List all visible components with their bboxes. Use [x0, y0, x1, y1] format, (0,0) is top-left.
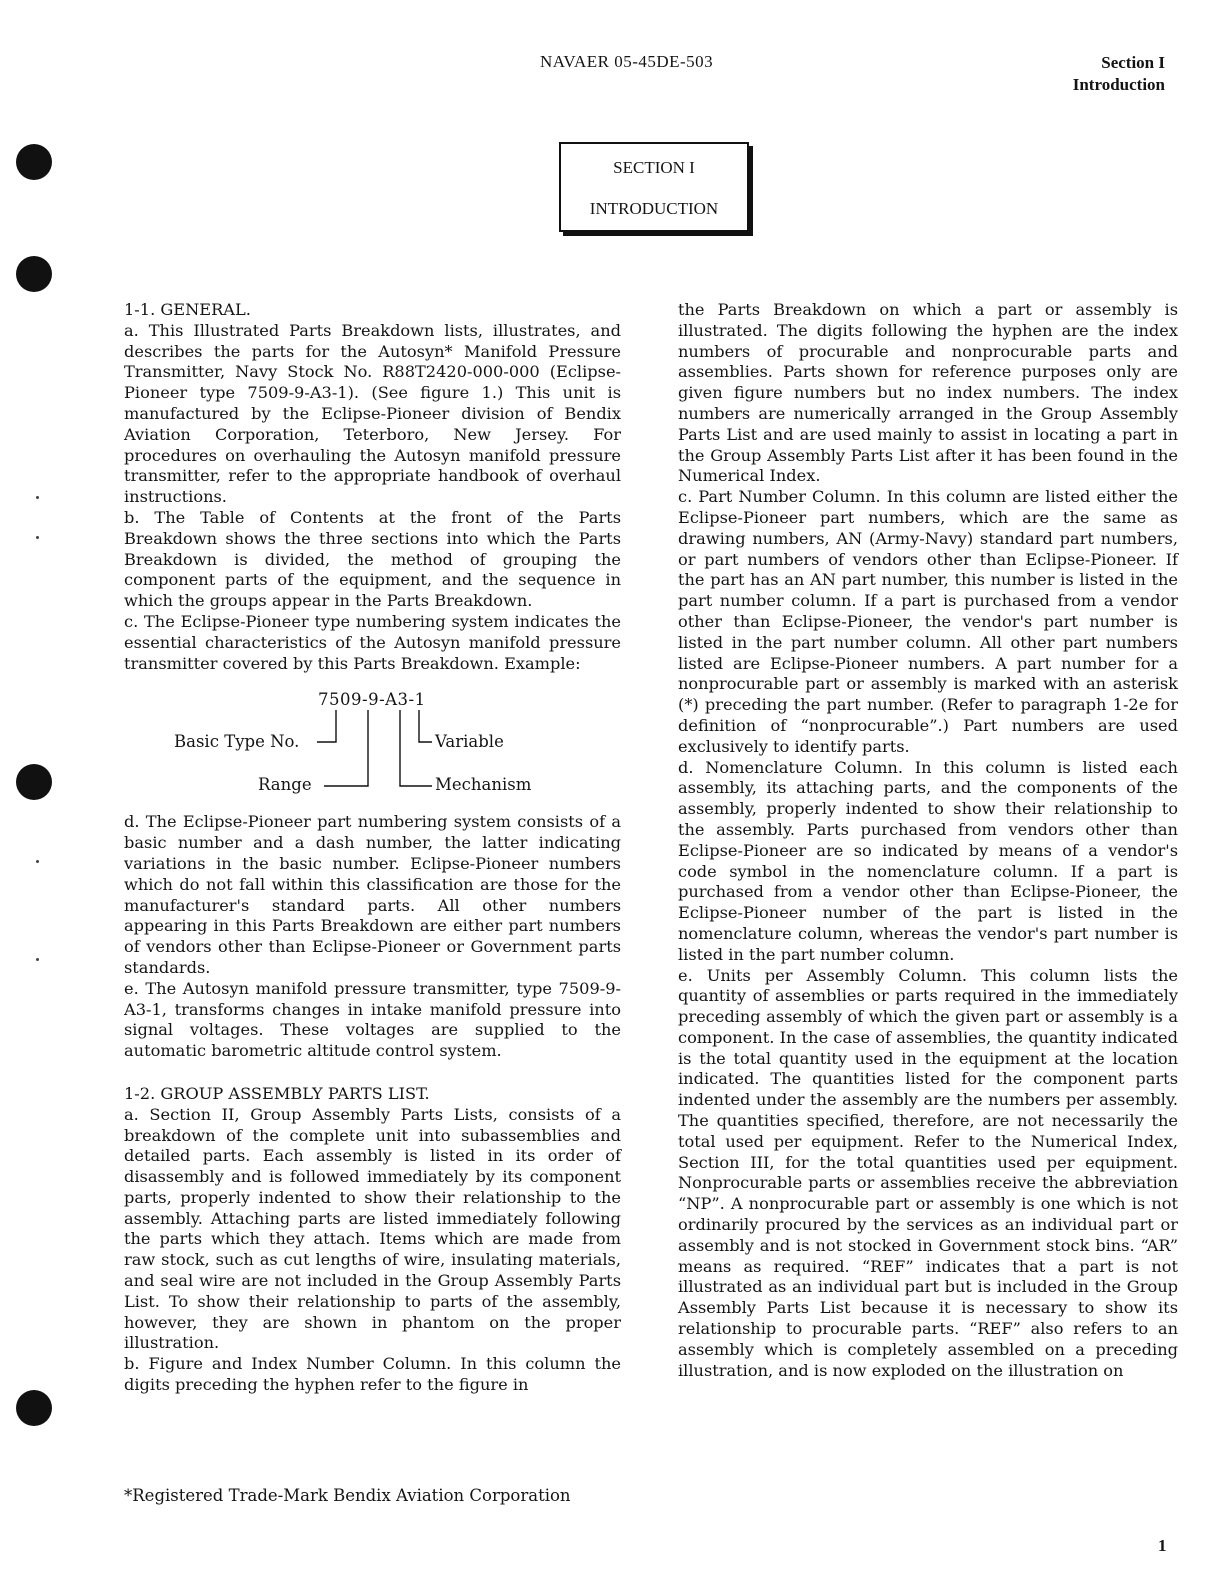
- paragraph-1-2e: e. Units per Assembly Column. This column lists the quantity of assemblies or parts required in the immediately preceding assembly of which the given part or assembly is a component. In the case of assemblies, the quantity indicated is the total quantity used in the equipment at the location indicated. The quantities listed for the component parts indented under the assembly are the numbers per assembly. The quantities specified, therefore, are not necessarily the total used per equipment. Refer to the Numerical Index, Section III, for the total quantities used per equipment. Nonprocurable parts or assemblies receive the abbreviation “NP”. A nonprocurable part or assembly is one which is not ordinarily procured by the services as an individual part or assembly and is not stocked in Government stock bins. “AR” means as required. “REF” indicates that a part is not illustrated as an individual part but is included in the Group Assembly Parts List because it is necessary to show its relationship to procurable parts. “REF” also refers to an assembly which is completely assembled on a preceding illustration, and is now exploded on the illustration on: [678, 965, 1178, 1380]
- paragraph-1-1e: e. The Autosyn manifold pressure transmitter, type 7509-9-A3-1, transforms changes in intake manifold pressure into signal voltages. These voltages are supplied to the automatic barometric altitude control system.: [124, 978, 621, 1061]
- paragraph-1-2a: a. Section II, Group Assembly Parts Lists, consists of a breakdown of the complete unit into subassemblies and detailed parts. Each assembly is listed in its order of disassembly and is followed immediately by its component parts, properly indented to show their relationship to the assembly. Attaching parts are listed immediately following the parts which they attach. Items which are made from raw stock, such as cut lengths of wire, insulating materials, and seal wire are not included in the Group Assembly Parts List. To show their relationship to parts of the assembly, however, they are shown in phantom on the proper illustration.: [124, 1104, 621, 1353]
- paragraph-1-2d: d. Nomenclature Column. In this column is listed each assembly, its attaching parts, and the components of the assembly, properly indented to show their relationship to the assembly. Parts purchased from vendors other than Eclipse-Pioneer are so indicated by means of a vendor's code symbol in the nomenclature column. If a part is purchased from a vendor other than Eclipse-Pioneer, the Eclipse-Pioneer number of the part is listed in the nomenclature column, whereas the vendor's part number is listed in the part number column.: [678, 757, 1178, 964]
- right-column: [678, 300, 1178, 1381]
- paragraph-1-2b: b. Figure and Index Number Column. In this column the digits preceding the hyphen refer to the figure in: [124, 1354, 621, 1395]
- paragraph-1-1b: b. The Table of Contents at the front of the Parts Breakdown shows the three sections into which the Parts Breakdown is divided, the method of grouping the component parts of the equipment, and the sequence in which the groups appear in the Parts Breakdown.: [124, 507, 621, 611]
- section-title-box: [559, 142, 749, 232]
- label-basic-type: Basic Type No.: [174, 732, 300, 752]
- scan-speck: [36, 496, 39, 499]
- label-mechanism: Mechanism: [435, 775, 532, 795]
- binder-hole-upper: [16, 256, 52, 292]
- trademark-footnote: *Registered Trade-Mark Bendix Aviation Corporation: [124, 1486, 571, 1505]
- section-title: SECTION I: [613, 158, 695, 177]
- paragraph-1-1d: d. The Eclipse-Pioneer part numbering system consists of a basic number and a dash number, the latter indicating variations in the basic number. Eclipse-Pioneer numbers which do not fall within this classification are those for the manufacturer's standard parts. All other numbers appearing in this Parts Breakdown are either part numbers of vendors other than Eclipse-Pioneer or Government parts standards.: [124, 812, 621, 977]
- heading-group-assembly: 1-2. GROUP ASSEMBLY PARTS LIST.: [124, 1083, 430, 1103]
- scan-speck: [36, 958, 39, 961]
- section-header: [1073, 52, 1165, 96]
- type-number-example: [124, 678, 621, 806]
- label-range: Range: [258, 775, 312, 795]
- left-column: [124, 300, 621, 1396]
- subsection-label: Introduction: [1072, 75, 1165, 94]
- binder-hole-middle: [16, 764, 52, 800]
- paragraph-1-2c: c. Part Number Column. In this column are listed either the Eclipse-Pioneer part numbers, which are the same as drawing numbers, AN (Army-Navy) standard part numbers, or part numbers of vendors other than Eclipse-Pioneer. If the part has an AN part number, this number is listed in the part number column. If a part is purchased from a vendor other than Eclipse-Pioneer, the vendor's part number is listed in the part number column. All other part numbers listed are Eclipse-Pioneer numbers. A part number for a nonprocurable part or assembly is marked with an asterisk (*) preceding the part number. (Refer to paragraph 1-2e for definition of “nonprocurable”.) Part numbers are used exclusively to identify parts.: [678, 487, 1178, 756]
- paragraph-1-1c: c. The Eclipse-Pioneer type numbering system indicates the essential characteristics of the Autosyn manifold pressure transmitter covered by this Parts Breakdown. Example:: [124, 611, 621, 673]
- paragraph-1-2b-cont: the Parts Breakdown on which a part or assembly is illustrated. The digits following the hyphen are the index numbers of procurable and nonprocurable parts and assemblies. Parts shown for reference purposes only are given figure numbers but no index numbers. The index numbers are numerically arranged in the Group Assembly Parts List and are used mainly to assist in locating a part in the Group Assembly Parts List after it has been found in the Numerical Index.: [678, 300, 1178, 486]
- paragraph-1-1a: a. This Illustrated Parts Breakdown lists, illustrates, and describes the parts for the Autosyn* Manifold Pressure Transmitter, Navy Stock No. R88T2420-000-000 (Eclipse-Pioneer type 7509-9-A3-1). (See figure 1.) This unit is manufactured by the Eclipse-Pioneer division of Bendix Aviation Corporation, Teterboro, New Jersey. For procedures on overhauling the Autosyn manifold pressure transmitter, refer to the appropriate handbook of overhaul instructions.: [124, 320, 621, 507]
- binder-hole-top: [16, 144, 52, 180]
- heading-general: 1-1. GENERAL.: [124, 300, 251, 319]
- scan-speck: [36, 536, 39, 539]
- scan-speck: [36, 860, 39, 863]
- binder-hole-lower: [16, 1390, 52, 1426]
- section-subtitle: INTRODUCTION: [589, 199, 719, 218]
- label-variable: Variable: [435, 732, 504, 752]
- page-number: 1: [1158, 1536, 1167, 1555]
- section-label: Section I: [1101, 53, 1165, 72]
- example-type-number: 7509-9-A3-1: [318, 690, 426, 710]
- document-number: NAVAER 05-45DE-503: [540, 52, 714, 71]
